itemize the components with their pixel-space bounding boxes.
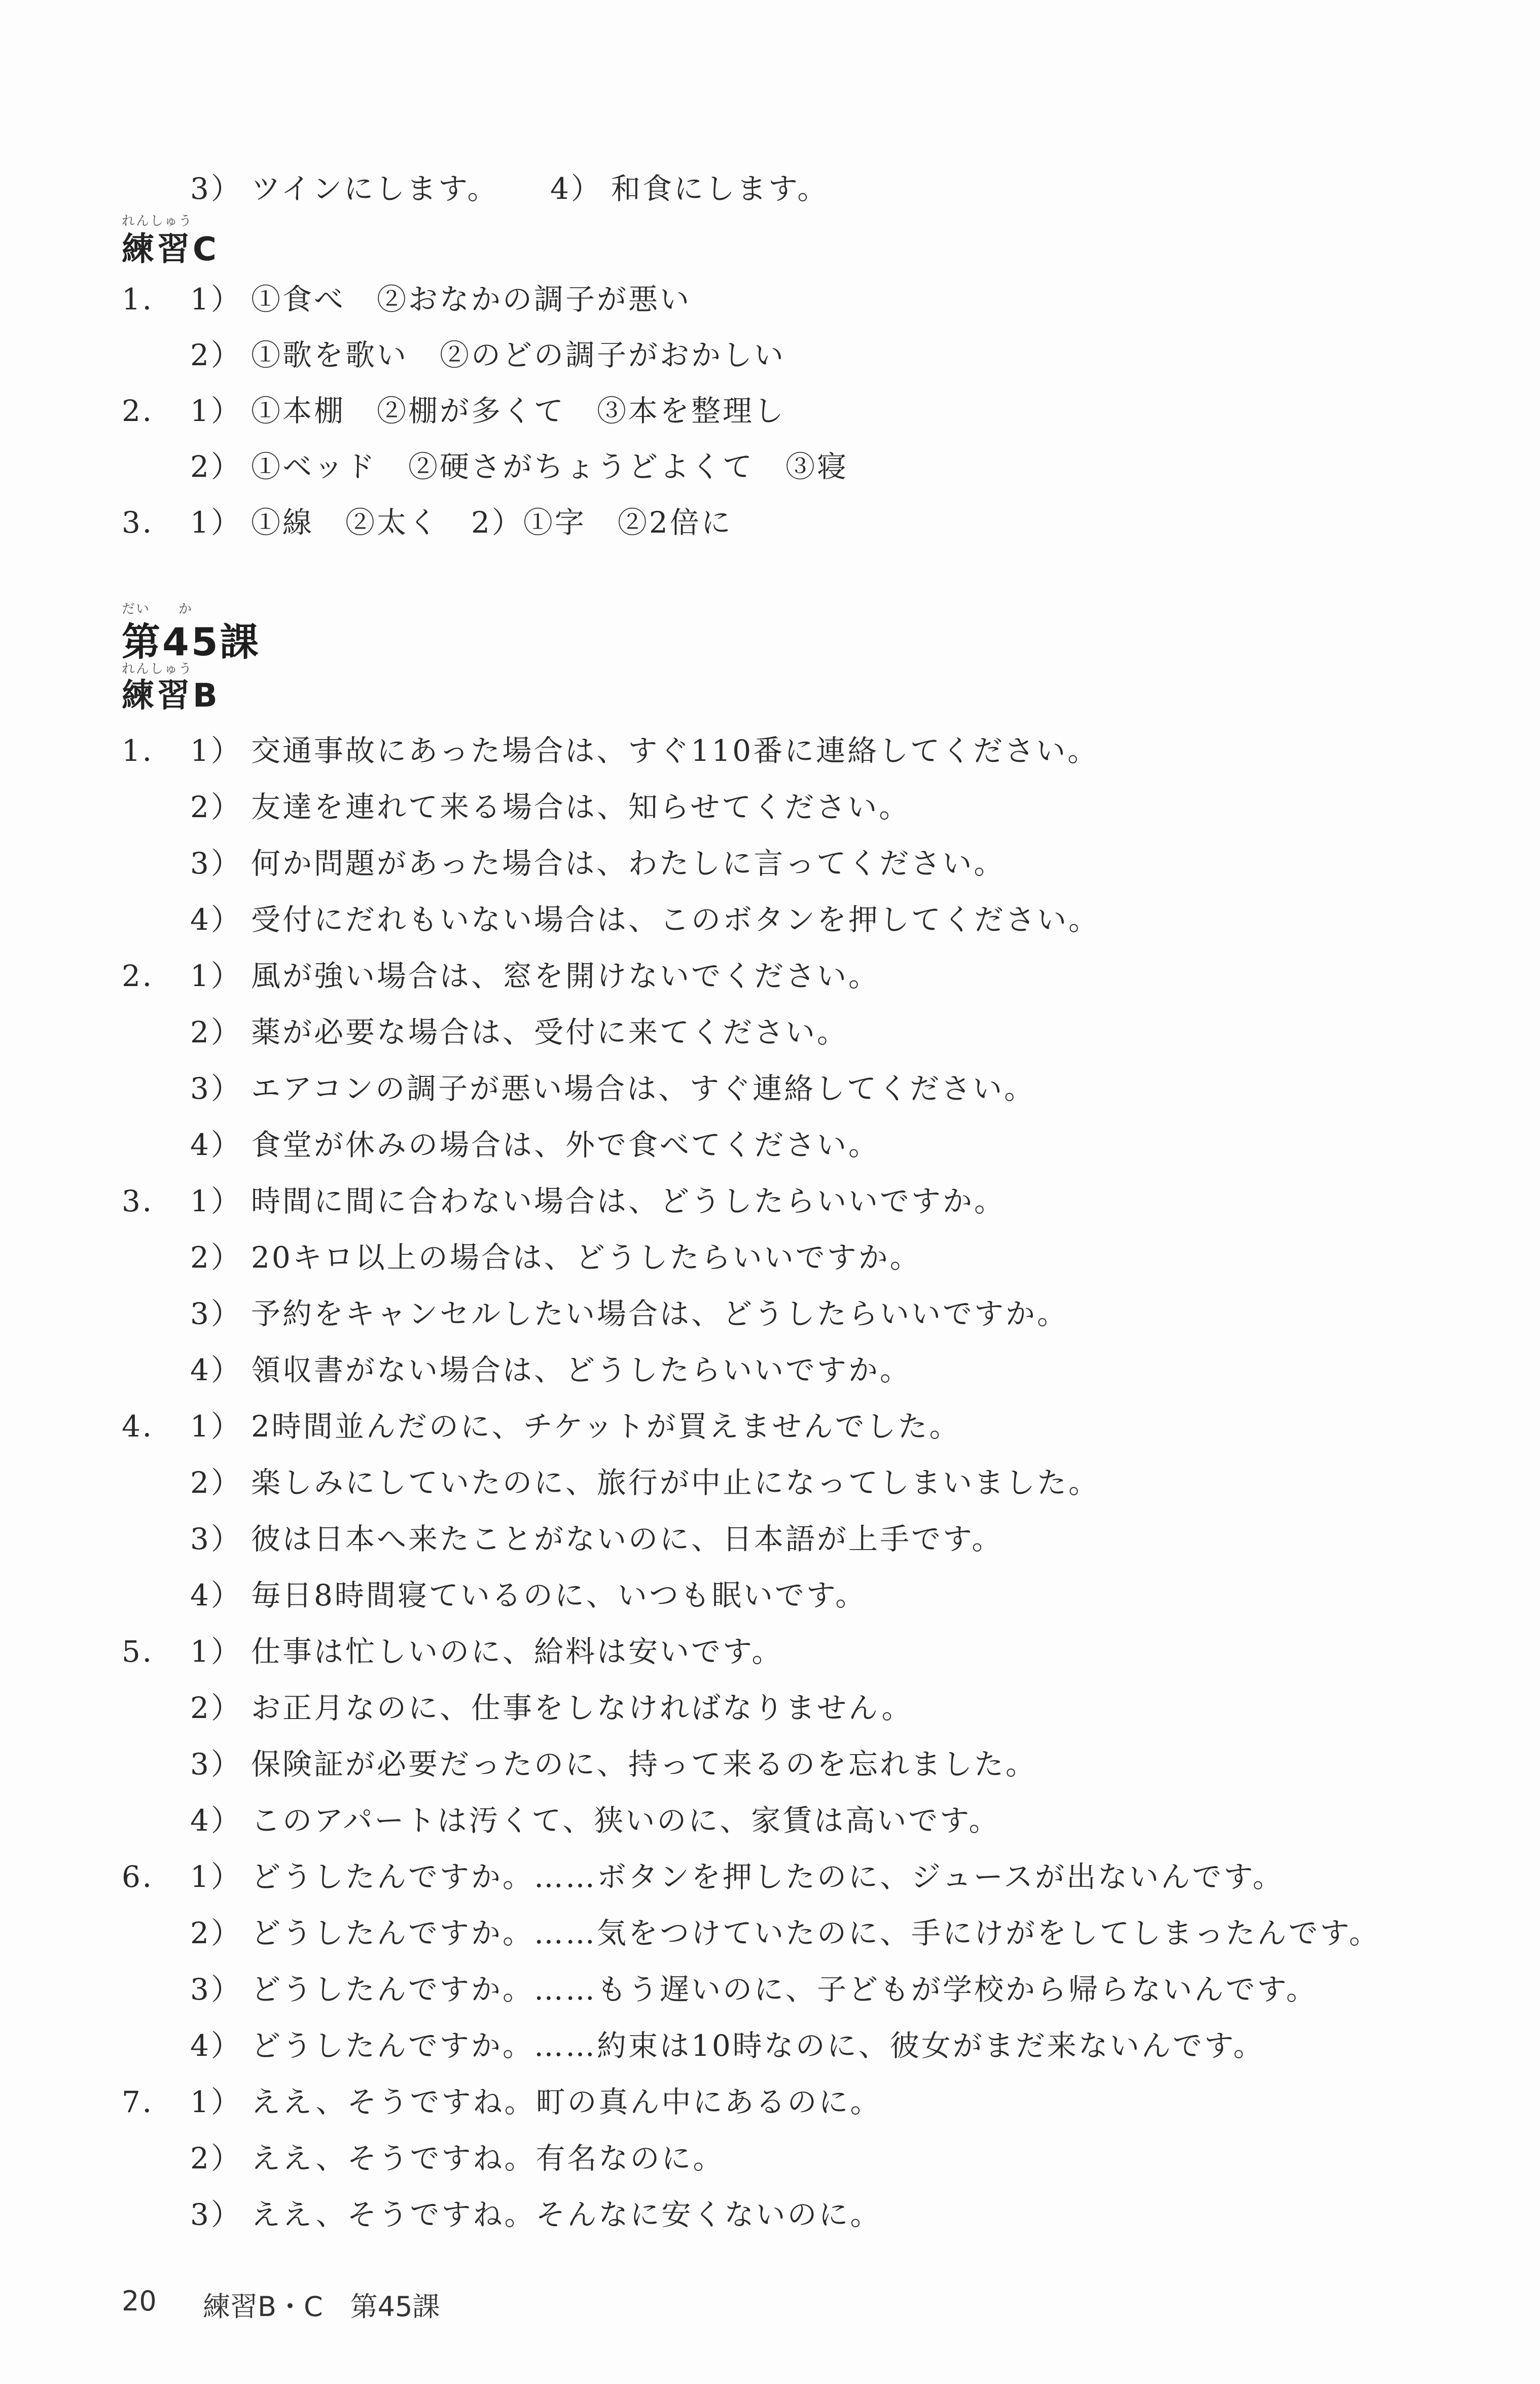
sub-number: 4） — [550, 171, 602, 206]
answer-text: 受付にだれもいない場合は、このボタンを押してください。 — [251, 902, 1100, 937]
sub-number: 4） — [190, 902, 242, 937]
item-number: 2． — [122, 394, 174, 428]
sub-number: 2） — [190, 1015, 242, 1049]
answer-text: 予約をキャンセルしたい場合は、どうしたらいいですか。 — [251, 1296, 1069, 1331]
section-heading-practice-c: 練習C — [122, 231, 220, 268]
answer-text: お正月なのに、仕事をしなければなりません。 — [251, 1691, 913, 1725]
item-number: 1． — [122, 733, 174, 768]
sub-number: 1） — [190, 282, 242, 317]
answer-text: どうしたんですか。……気をつけていたのに、手にけがをしてしまったんです。 — [251, 1916, 1381, 1950]
sub-number: 2） — [190, 790, 242, 824]
sub-number: 4） — [190, 1803, 242, 1838]
answer-text: ①線 ②太く 2）①字 ②2倍に — [251, 505, 733, 540]
answer-text: ①本棚 ②棚が多くて ③本を整理し — [251, 394, 786, 428]
running-title: 練習B・C 第45課 — [203, 2291, 440, 2323]
sub-number: 3） — [190, 846, 242, 881]
sub-number: 1） — [190, 1860, 242, 1894]
item-number: 1． — [122, 282, 174, 317]
sub-number: 1） — [190, 2085, 242, 2119]
answer-text: 薬が必要な場合は、受付に来てください。 — [251, 1015, 849, 1049]
sub-number: 3） — [190, 1296, 242, 1331]
item-number: 2． — [122, 959, 174, 993]
section-heading-practice-b: 練習B — [122, 677, 221, 715]
sub-number: 1） — [190, 733, 242, 768]
section-ruby: れんしゅう — [122, 661, 193, 677]
answer-text: ①歌を歌い ②のどの調子がおかしい — [251, 338, 786, 372]
answer-text: 2時間並んだのに、チケットが買えませんでした。 — [251, 1409, 961, 1444]
answer-text: 時間に間に合わない場合は、どうしたらいいですか。 — [251, 1184, 1006, 1218]
sub-number: 2） — [190, 338, 242, 372]
answer-text: 食堂が休みの場合は、外で食べてください。 — [251, 1128, 880, 1162]
answer-text: 和食にします。 — [611, 171, 829, 206]
sub-number: 3） — [190, 1071, 242, 1106]
sub-number: 4） — [190, 1128, 242, 1162]
item-number: 6． — [122, 1860, 174, 1894]
sub-number: 1） — [190, 505, 242, 540]
answer-text: どうしたんですか。……約束は10時なのに、彼女がまだ来ないんです。 — [251, 2028, 1265, 2063]
answer-text: 保険証が必要だったのに、持って来るのを忘れました。 — [251, 1747, 1037, 1781]
sub-number: 2） — [190, 1240, 242, 1275]
sub-number: 3） — [190, 2197, 242, 2232]
answer-text: どうしたんですか。……ボタンを押したのに、ジュースが出ないんです。 — [251, 1860, 1284, 1894]
answer-text: どうしたんですか。……もう遅いのに、子どもが学校から帰らないんです。 — [251, 1972, 1318, 2007]
sub-number: 2） — [190, 2141, 242, 2176]
sub-number: 1） — [190, 1634, 242, 1669]
lesson-title: 第45課 — [122, 619, 261, 664]
answer-text: 交通事故にあった場合は、すぐ110番に連絡してください。 — [251, 733, 1099, 768]
lesson-ruby: だい か — [122, 602, 193, 617]
sub-number: 3） — [190, 171, 242, 206]
sub-number: 3） — [190, 1972, 242, 2007]
answer-text: 仕事は忙しいのに、給料は安いです。 — [251, 1634, 783, 1669]
answer-text: 楽しみにしていたのに、旅行が中止になってしまいました。 — [251, 1465, 1100, 1500]
sub-number: 2） — [190, 1916, 242, 1950]
item-number: 3． — [122, 505, 174, 540]
sub-number: 3） — [190, 1747, 242, 1781]
sub-number: 2） — [190, 1465, 242, 1500]
answer-text: このアパートは汚くて、狭いのに、家賃は高いです。 — [251, 1803, 1000, 1838]
sub-number: 4） — [190, 2028, 242, 2063]
answer-text: ええ、そうですね。そんなに安くないのに。 — [251, 2197, 882, 2232]
answer-text: ①ベッド ②硬さがちょうどよくて ③寝 — [251, 449, 849, 484]
sub-number: 1） — [190, 394, 242, 428]
answer-text: ええ、そうですね。有名なのに。 — [251, 2141, 725, 2176]
sub-number: 3） — [190, 1522, 242, 1556]
answer-text: 毎日8時間寝ているのに、いつも眠いです。 — [251, 1578, 867, 1612]
section-ruby: れんしゅう — [122, 214, 193, 229]
sub-number: 4） — [190, 1353, 242, 1387]
answer-text: 領収書がない場合は、どうしたらいいですか。 — [251, 1353, 912, 1387]
answer-text: エアコンの調子が悪い場合は、すぐ連絡してください。 — [251, 1071, 1036, 1106]
answer-text: ツインにします。 — [251, 171, 499, 206]
item-number: 3． — [122, 1184, 174, 1218]
answer-text: 20キロ以上の場合は、どうしたらいいですか。 — [251, 1240, 921, 1275]
answer-text: 友達を連れて来る場合は、知らせてください。 — [251, 790, 911, 824]
sub-number: 4） — [190, 1578, 242, 1612]
sub-number: 1） — [190, 1184, 242, 1218]
sub-number: 1） — [190, 959, 242, 993]
sub-number: 1） — [190, 1409, 242, 1444]
page-number: 20 — [122, 2285, 157, 2317]
answer-text: 彼は日本へ来たことがないのに、日本語が上手です。 — [251, 1522, 1004, 1556]
answer-text: 何か問題があった場合は、わたしに言ってください。 — [251, 846, 1006, 881]
answer-text: ええ、そうですね。町の真ん中にあるのに。 — [251, 2085, 882, 2119]
answer-text: ①食べ ②おなかの調子が悪い — [251, 282, 692, 317]
item-number: 4． — [122, 1409, 174, 1444]
sub-number: 2） — [190, 1691, 242, 1725]
item-number: 5． — [122, 1634, 174, 1669]
item-number: 7． — [122, 2085, 174, 2119]
sub-number: 2） — [190, 449, 242, 484]
answer-text: 風が強い場合は、窓を開けないでください。 — [251, 959, 880, 993]
